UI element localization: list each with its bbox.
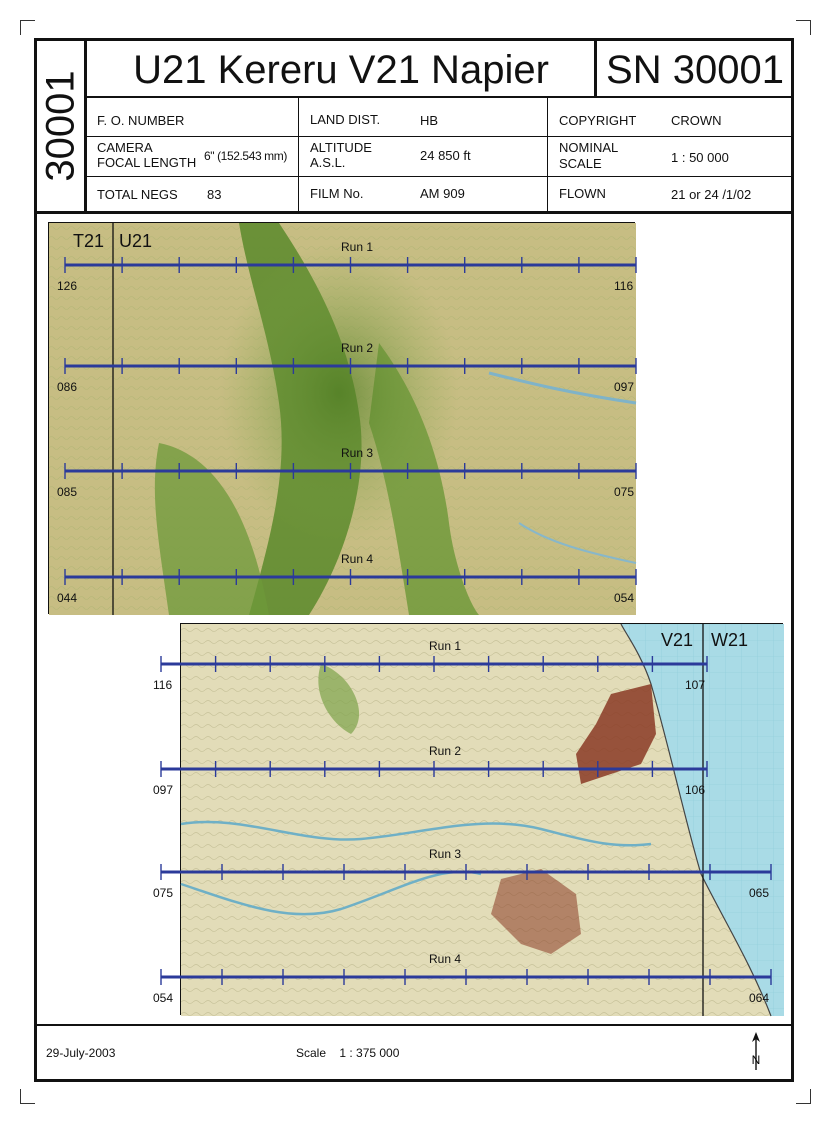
header-bottom-line <box>36 211 794 214</box>
copyright-value: CROWN <box>671 113 722 128</box>
page-title: U21 Kereru V21 Napier <box>133 48 549 92</box>
run-end-frame: 107 <box>685 678 706 692</box>
run-end-frame: 065 <box>749 886 770 900</box>
north-arrow-icon <box>744 1030 768 1074</box>
footer-top-line <box>36 1024 794 1026</box>
run-label: Run 3 <box>428 847 462 861</box>
crop-mark-tl <box>20 20 35 35</box>
info-col-divider <box>298 98 299 212</box>
sheet-label-v21: V21 <box>661 630 694 650</box>
run-label: Run 4 <box>428 952 462 966</box>
run-label: Run 1 <box>428 639 462 653</box>
sheet-label-t21: T21 <box>73 231 105 251</box>
map-v21-napier <box>153 623 783 1015</box>
run-end-frame: 075 <box>614 485 635 499</box>
ridge-highlight <box>219 243 459 543</box>
total-negs-label: TOTAL NEGS <box>97 187 178 202</box>
copyright-label: COPYRIGHT <box>559 113 637 128</box>
total-negs-value: 83 <box>207 187 222 202</box>
run-label: Run 1 <box>340 240 374 254</box>
footer-date: 29-July-2003 <box>46 1046 116 1060</box>
info-col-divider <box>547 98 548 212</box>
film-value: AM 909 <box>420 186 465 201</box>
altitude-label-1: ALTITUDE <box>310 140 372 155</box>
crop-mark-br <box>796 1089 811 1104</box>
run-end-frame: 064 <box>749 991 770 1005</box>
north-label: N <box>751 1053 761 1067</box>
header-divider <box>84 96 794 98</box>
run-start-frame: 126 <box>57 279 78 293</box>
map-u21-canvas <box>49 223 636 615</box>
nominal-value: 1 : 50 000 <box>671 150 729 165</box>
sheet-label-w21: W21 <box>711 630 749 650</box>
info-row-divider <box>86 136 794 137</box>
crop-mark-bl <box>20 1089 35 1104</box>
info-row-divider <box>86 176 794 177</box>
side-survey-number-text: 30001 <box>38 70 83 182</box>
run-start-frame: 097 <box>153 783 174 797</box>
side-survey-number <box>38 40 84 212</box>
camera-value: 6" (152.543 mm) <box>204 149 287 163</box>
run-label: Run 3 <box>340 446 374 460</box>
camera-label-1: CAMERA <box>97 140 153 155</box>
altitude-label-2: A.S.L. <box>310 155 346 170</box>
footer-scale: Scale 1 : 375 000 <box>296 1046 400 1060</box>
run-label: Run 2 <box>428 744 462 758</box>
film-label: FILM No. <box>310 186 364 201</box>
run-start-frame: 044 <box>57 591 78 605</box>
run-end-frame: 116 <box>614 279 634 293</box>
run-label: Run 2 <box>340 341 374 355</box>
fo-number-label: F. O. NUMBER <box>97 113 185 128</box>
flown-label: FLOWN <box>559 186 606 201</box>
run-end-frame: 054 <box>614 591 635 605</box>
run-start-frame: 054 <box>153 991 174 1005</box>
flown-value: 21 or 24 /1/02 <box>671 187 752 202</box>
run-start-frame: 085 <box>57 485 78 499</box>
land-dist-value: HB <box>420 113 439 128</box>
land-dist-label: LAND DIST. <box>310 112 381 127</box>
camera-label-2: FOCAL LENGTH <box>97 155 197 170</box>
run-end-frame: 097 <box>614 380 635 394</box>
header-divider <box>84 40 87 212</box>
run-start-frame: 086 <box>57 380 78 394</box>
nominal-label-1: NOMINAL <box>559 140 619 155</box>
run-start-frame: 075 <box>153 886 174 900</box>
run-end-frame: 106 <box>685 783 706 797</box>
run-start-frame: 116 <box>153 678 173 692</box>
crop-mark-tr <box>796 20 811 35</box>
run-label: Run 4 <box>340 552 374 566</box>
sheet-label-u21: U21 <box>119 231 153 251</box>
map-v21-canvas <box>153 624 784 1016</box>
header-divider <box>594 40 597 98</box>
survey-number: SN 30001 <box>606 48 784 92</box>
nominal-label-2: SCALE <box>559 156 602 171</box>
altitude-value: 24 850 ft <box>420 148 471 163</box>
map-u21-kereru <box>48 222 635 614</box>
